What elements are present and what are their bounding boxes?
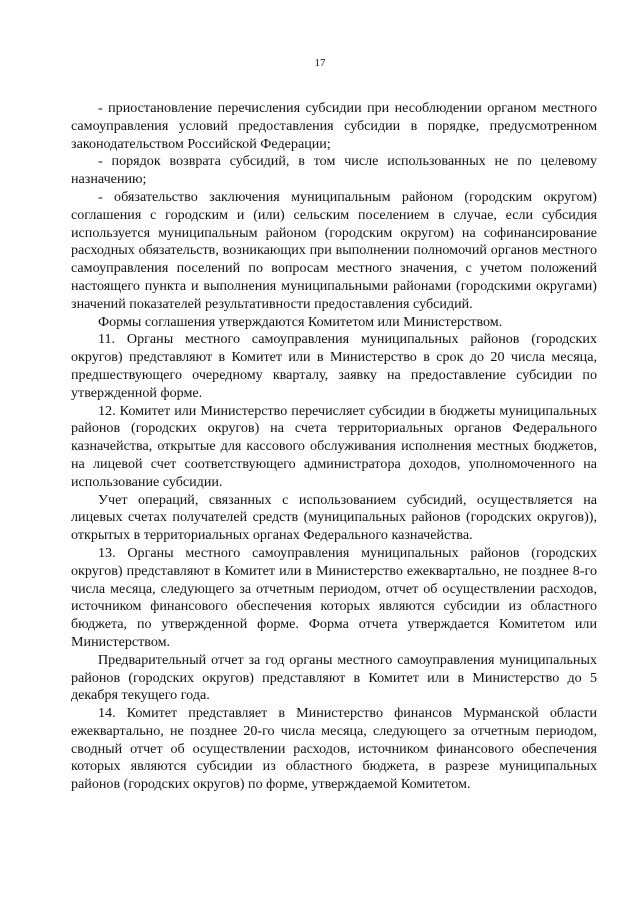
paragraph-item-11: 11. Органы местного самоуправления муниципальных районов (городских округов) представляют в Комитет или в Министерство в срок до 20 числа месяца, предшествующего очередному кварталу, заявку на предоставление субсидии по утвержденной форме. bbox=[71, 331, 597, 401]
paragraph-operations-accounting: Учет операций, связанных с использованием субсидий, осуществляется на лицевых счетах получателей средств (муниципальных районов (городских округов)), открытых в территориальных органах Федерального казначейства. bbox=[71, 491, 597, 544]
paragraph-agreement-forms: Формы соглашения утверждаются Комитетом или Министерством. bbox=[98, 313, 503, 330]
page-number: 17 bbox=[314, 57, 326, 69]
paragraph-item-12: 12. Комитет или Министерство перечисляет субсидии в бюджеты муниципальных районов (городских округов) на счета территориальных органов Федерального казначейства, открытые для кассового обслуживания исполнения местных бюджетов, на лицевой счет соответствующего администратора доходов, уполномоченного на использование субсидии. bbox=[71, 402, 597, 490]
paragraph-suspension-of-subsidy: - приостановление перечисления субсидии при несоблюдении органом местного самоуправления условий предоставления субсидии в порядке, предусмотренном законодательством Российской Федерации; bbox=[71, 100, 597, 152]
paragraph-item-14: 14. Комитет представляет в Министерство финансов Мурманской области ежеквартально, не позднее 20-го числа месяца, следующего за отчетным периодом, сводный отчет об осуществлении расходов, источником финансового обеспечения которых являются субсидии из областного бюджета, в разрезе муниципальных районов (городских округов) по форме, утверждаемой Комитетом. bbox=[71, 705, 597, 793]
paragraph-preliminary-report: Предварительный отчет за год органы местного самоуправления муниципальных районов (городских округов) представляют в Комитет или в Министерство до 5 декабря текущего года. bbox=[71, 651, 597, 704]
document-body bbox=[71, 100, 597, 794]
paragraph-refund-procedure: - порядок возврата субсидий, в том числе использованных не по целевому назначению; bbox=[71, 153, 597, 188]
paragraph-agreement-obligation: - обязательство заключения муниципальным районом (городским округом) соглашения с городским и (или) сельским поселением в случае, если субсидия используется муниципальным районом (городским округом) на софинансирование расходных обязательств, возникающих при выполнении полномочий органов местного самоуправления поселений по вопросам местного значения, с учетом положений настоящего пункта и выполнения муниципальными районами (городскими округами) значений показателей результативности предоставления субсидий. bbox=[71, 188, 597, 312]
paragraph-item-13: 13. Органы местного самоуправления муниципальных районов (городских округов) представляют в Комитет или в Министерство ежеквартально, не позднее 8-го числа месяца, следующего за отчетным периодом, отчет об осуществлении расходов, источником финансового обеспечения которых являются субсидии из областного бюджета, по утвержденной форме. Форма отчета утверждается Комитетом или Министерством. bbox=[71, 544, 597, 650]
